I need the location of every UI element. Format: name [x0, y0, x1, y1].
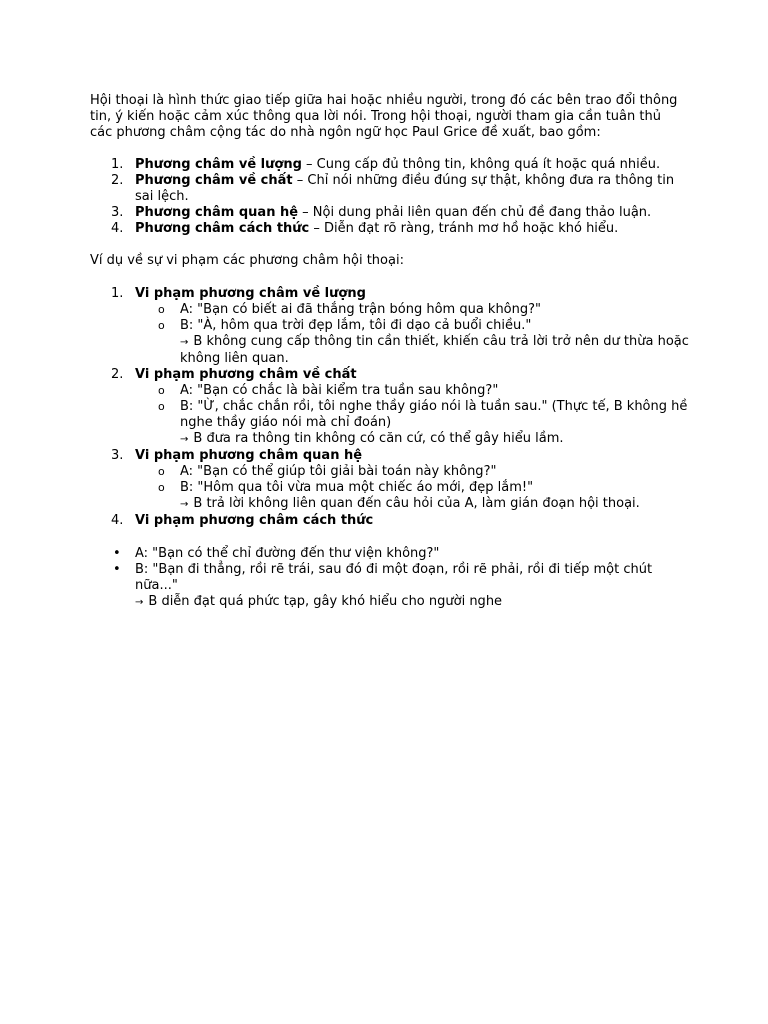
principle-name: Phương châm cách thức	[135, 221, 310, 236]
principles-list	[90, 157, 690, 237]
sub-bullet-icon: o	[158, 384, 165, 397]
dialogue-line	[135, 318, 690, 367]
dialogue-text: B: "Bạn đi thẳng, rồi rẽ trái, sau đó đi một đoạn, rồi rẽ phải, rồi đi tiếp một chút nữa..."	[135, 562, 653, 593]
dialogue-line	[135, 399, 690, 448]
principle-name: Phương châm quan hệ	[135, 205, 299, 220]
dialogue-text: B: "À, hôm qua trời đẹp lắm, tôi đi dạo cả buổi chiều."	[180, 318, 532, 333]
manner-example-list	[90, 546, 690, 594]
sub-bullet-icon: o	[158, 400, 165, 413]
intro-paragraph: Hội thoại là hình thức giao tiếp giữa hai hoặc nhiều người, trong đó các bên trao đổi thông tin, ý kiến hoặc cảm xúc thông qua lời nói. Trong hội thoại, người tham gia cần tuân thủ các phương châm cộng tác do nhà ngôn ngữ học Paul Grice đề xuất, bao gồm:	[90, 93, 678, 140]
list-number: 3.	[111, 448, 124, 463]
list-number: 4.	[111, 221, 124, 236]
manner-line	[90, 546, 690, 562]
principle-item	[90, 205, 690, 221]
dialogue-text: A: "Bạn có biết ai đã thắng trận bóng hôm qua không?"	[180, 302, 542, 317]
principle-desc: – Nội dung phải liên quan đến chủ đề đang thảo luận.	[298, 205, 652, 220]
violation-title: Vi phạm phương châm cách thức	[135, 513, 374, 528]
dialogue-text: B: "Ừ, chắc chắn rồi, tôi nghe thầy giáo nói là tuần sau." (Thực tế, B không hề nghe thầy giáo nói mà chỉ đoán)	[180, 399, 688, 430]
sub-bullet-icon: o	[158, 319, 165, 332]
principle-name: Phương châm về lượng	[135, 157, 302, 172]
arrow-icon: →	[135, 597, 144, 608]
dialogue-line	[135, 383, 690, 399]
principle-item	[90, 221, 690, 237]
note-text: B đưa ra thông tin không có căn cứ, có thể gây hiểu lầm.	[193, 431, 564, 446]
dialogue-text: A: "Bạn có chắc là bài kiểm tra tuần sau không?"	[180, 383, 499, 398]
dialogue-text: A: "Bạn có thể chỉ đường đến thư viện không?"	[135, 546, 440, 561]
sub-bullet-icon: o	[158, 303, 165, 316]
list-number: 4.	[111, 513, 124, 528]
explanation-note	[180, 334, 690, 367]
principle-desc: – Chỉ nói những điều đúng sự thật, không đưa ra thông tin sai lệch.	[135, 173, 675, 204]
violation-title: Vi phạm phương châm về lượng	[135, 286, 366, 301]
sub-bullet-icon: o	[158, 481, 165, 494]
explanation-note	[180, 431, 690, 448]
principle-desc: – Cung cấp đủ thông tin, không quá ít hoặc quá nhiều.	[301, 157, 661, 172]
violation-item	[90, 513, 690, 529]
arrow-icon: →	[180, 434, 189, 445]
violation-item	[90, 448, 690, 513]
list-number: 2.	[111, 367, 124, 382]
manner-line	[90, 562, 690, 594]
list-number: 2.	[111, 173, 124, 188]
note-text: B không cung cấp thông tin cần thiết, khiến câu trả lời trở nên dư thừa hoặc không liên quan.	[180, 334, 689, 366]
violation-item	[90, 367, 690, 448]
bullet-icon: •	[113, 546, 121, 561]
note-text: B diễn đạt quá phức tạp, gây khó hiểu cho người nghe	[148, 594, 503, 609]
arrow-icon: →	[180, 499, 189, 510]
principle-item	[90, 157, 690, 173]
sub-bullet-icon: o	[158, 465, 165, 478]
dialogue-list	[135, 383, 690, 448]
dialogue-line	[135, 464, 690, 480]
principle-item	[90, 173, 690, 205]
list-number: 1.	[111, 286, 124, 301]
arrow-icon: →	[180, 337, 189, 348]
principle-name: Phương châm về chất	[135, 173, 293, 188]
violation-title: Vi phạm phương châm về chất	[135, 367, 357, 382]
violations-list	[90, 286, 690, 529]
document-body	[90, 93, 690, 611]
violation-title: Vi phạm phương châm quan hệ	[135, 448, 363, 463]
note-text: B trả lời không liên quan đến câu hỏi của A, làm gián đoạn hội thoại.	[193, 496, 640, 511]
dialogue-text: B: "Hôm qua tôi vừa mua một chiếc áo mới, đẹp lắm!"	[180, 480, 534, 495]
dialogue-list	[135, 464, 690, 513]
list-number: 1.	[111, 157, 124, 172]
dialogue-line	[135, 480, 690, 513]
dialogue-text: A: "Bạn có thể giúp tôi giải bài toán này không?"	[180, 464, 497, 479]
dialogue-list	[135, 302, 690, 367]
dialogue-line	[135, 302, 690, 318]
bullet-icon: •	[113, 562, 121, 577]
violation-item	[90, 286, 690, 367]
principle-desc: – Diễn đạt rõ ràng, tránh mơ hồ hoặc khó hiểu.	[309, 221, 619, 236]
list-number: 3.	[111, 205, 124, 220]
examples-heading: Ví dụ về sự vi phạm các phương châm hội thoại:	[90, 253, 404, 268]
explanation-note	[90, 594, 690, 611]
explanation-note	[180, 496, 690, 513]
